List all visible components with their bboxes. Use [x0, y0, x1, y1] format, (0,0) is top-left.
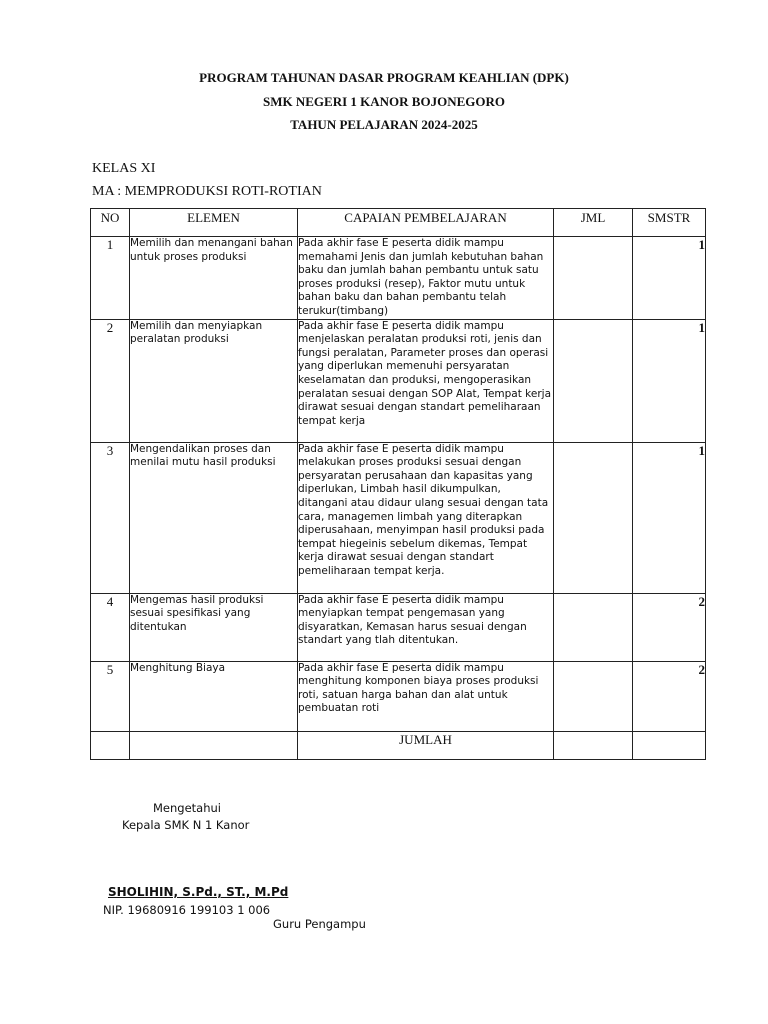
jumlah-row [91, 731, 706, 759]
jumlah-empty-jml [554, 731, 633, 759]
row-elemen: Mengemas hasil produksi sesuai spesifikasi yang ditentukan [130, 593, 298, 661]
kelas-label: KELAS XI [92, 161, 156, 176]
academic-year: TAHUN PELAJARAN 2024-2025 [290, 117, 478, 132]
row-no: 3 [91, 442, 130, 593]
ma-label: MA : MEMPRODUKSI ROTI-ROTIAN [92, 184, 322, 199]
col-header-elemen: ELEMEN [130, 209, 298, 237]
guru-pengampu-label: Guru Pengampu [273, 917, 366, 931]
row-elemen: Memilih dan menyiapkan peralatan produksi [130, 319, 298, 442]
row-capaian: Pada akhir fase E peserta didik mampu menjelaskan peralatan produksi roti, jenis dan fungsi peralatan, Parameter proses dan operasi yang diperlukan memenuhi persyaratan keselamatan dan produksi, mengoperasikan peralatan sesuai dengan SOP Alat, Tempat kerja dirawat sesuai dengan standart pemeliharaan tempat kerja [298, 319, 554, 442]
table-header-row [91, 209, 706, 237]
jumlah-empty-no [91, 731, 130, 759]
table-row [91, 593, 706, 661]
row-capaian: Pada akhir fase E peserta didik mampu menghitung komponen biaya proses produksi roti, satuan harga bahan dan alat untuk pembuatan roti [298, 661, 554, 731]
row-no: 4 [91, 593, 130, 661]
jumlah-label: JUMLAH [298, 731, 554, 759]
school-name: SMK NEGERI 1 KANOR BOJONEGORO [263, 94, 505, 109]
row-smstr: 2 [633, 593, 706, 661]
table-row [91, 319, 706, 442]
row-jml [554, 319, 633, 442]
jumlah-empty-smstr [633, 731, 706, 759]
row-jml [554, 237, 633, 320]
row-capaian: Pada akhir fase E peserta didik mampu menyiapkan tempat pengemasan yang disyaratkan, Kemasan harus sesuai dengan standart yang tlah ditentukan. [298, 593, 554, 661]
col-header-no: NO [91, 209, 130, 237]
col-header-smstr: SMSTR [633, 209, 706, 237]
col-header-capaian: CAPAIAN PEMBELAJARAN [298, 209, 554, 237]
row-jml [554, 593, 633, 661]
row-smstr: 2 [633, 661, 706, 731]
row-jml [554, 661, 633, 731]
row-smstr: 1 [633, 319, 706, 442]
col-header-jml: JML [554, 209, 633, 237]
mengetahui-label: Mengetahui [153, 801, 221, 815]
doc-title: PROGRAM TAHUNAN DASAR PROGRAM KEAHLIAN (DPK) [199, 70, 569, 85]
headmaster-role: Kepala SMK N 1 Kanor [122, 818, 250, 832]
row-elemen: Mengendalikan proses dan menilai mutu hasil produksi [130, 442, 298, 593]
row-elemen: Memilih dan menangani bahan untuk proses produksi [130, 237, 298, 320]
headmaster-name: SHOLIHIN, S.Pd., ST., M.Pd [108, 885, 289, 899]
row-no: 1 [91, 237, 130, 320]
row-jml [554, 442, 633, 593]
table-row [91, 442, 706, 593]
jumlah-empty-elemen [130, 731, 298, 759]
program-table [90, 208, 706, 760]
row-elemen: Menghitung Biaya [130, 661, 298, 731]
row-no: 2 [91, 319, 130, 442]
row-no: 5 [91, 661, 130, 731]
table-row [91, 237, 706, 320]
row-capaian: Pada akhir fase E peserta didik mampu melakukan proses produksi sesuai dengan persyaratan perusahaan dan kapasitas yang diperlukan, Limbah hasil dikumpulkan, ditangani atau didaur ulang sesuai dengan tata cara, managemen limbah yang diterapkan diperusahaan, menyimpan hasil produksi pada tempat hiegeinis sebelum dikemas, Tempat kerja dirawat sesuai dengan standart pemeliharaan tempat kerja. [298, 442, 554, 593]
row-smstr: 1 [633, 237, 706, 320]
row-smstr: 1 [633, 442, 706, 593]
table-row [91, 661, 706, 731]
row-capaian: Pada akhir fase E peserta didik mampu memahami Jenis dan jumlah kebutuhan bahan baku dan jumlah bahan pembantu untuk satu proses produksi (resep), Faktor mutu untuk bahan baku dan bahan pembantu telah terukur(timbang) [298, 237, 554, 320]
headmaster-nip: NIP. 19680916 199103 1 006 [103, 903, 271, 917]
